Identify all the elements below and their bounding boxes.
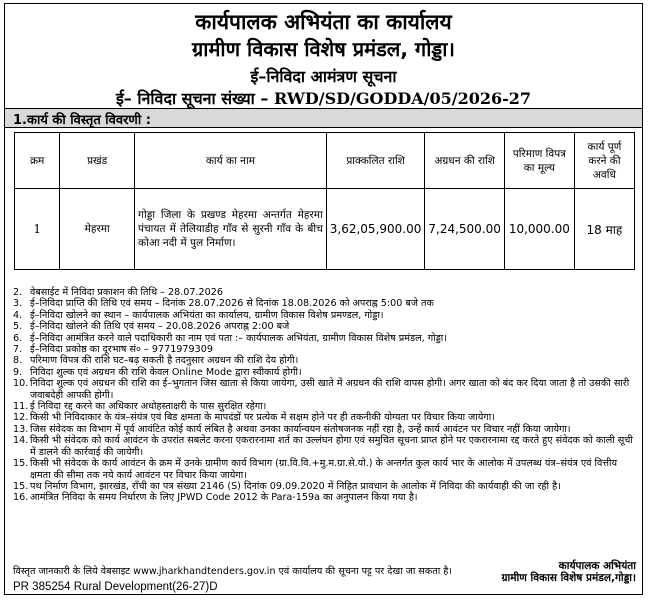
condition-text: ई–निविदा खोलने का स्थान – कार्यपालक अभियंता का कार्यालय, ग्रामीण विकास विशेष प्रमण्डल, गोड्डा। [30, 309, 384, 321]
condition-text: निविदा शुल्क एवं अग्रधन की राशि का ई–भुगतान जिस खाता से किया जायेगा, उसी खाते में अग्रधन की राशि वापस होगी। अगर खाता को बंद कर दिया जाता है तो उसकी सारी जवाबदेही आपकी होगी। [30, 378, 630, 401]
condition-item [13, 287, 638, 298]
condition-item [13, 435, 638, 458]
notice-title: ई–निविदा आमंत्रण सूचना [250, 67, 397, 86]
condition-text: निविदा शुल्क एवं अग्रधन की राशि केवल Online Mode द्वारा स्वीकार्य होगी। [30, 366, 302, 378]
condition-item [13, 412, 638, 423]
cell-boq-cost: 10,000.00 [504, 189, 574, 270]
col-header: प्राक्कलित राशि [326, 133, 425, 189]
col-header: क्रम [15, 133, 60, 189]
condition-text: ई–निविदा प्रकोष्ठ का दूरभाष सं० – 9771979309 [30, 344, 213, 356]
condition-item [13, 492, 638, 503]
section-title: 1.कार्य की विस्तृत विवरणी : [13, 113, 151, 128]
col-header: कार्य का नाम [135, 133, 327, 189]
signatory-office: ग्रामीण विकास विशेष प्रमंडल,गोड्डा। [501, 572, 636, 584]
cell-estimated-cost: 3,62,05,900.00 [326, 189, 425, 270]
condition-item [13, 367, 638, 378]
tender-notice [4, 3, 643, 595]
cell-earnest-money: 7,24,500.00 [425, 189, 505, 270]
cell-serial: 1 [15, 189, 60, 270]
notice-number-line [5, 87, 642, 109]
condition-number: 7. [13, 344, 23, 356]
signatory-title: कार्यपालक अभियंता [558, 560, 636, 572]
condition-item [13, 355, 638, 366]
condition-item [13, 310, 638, 321]
condition-number: 11. [13, 401, 29, 413]
notice-number-label: ई– निविदा सूचना संख्या – [115, 89, 274, 108]
condition-text: परिमाण विपत्र की राशि घट–बढ़ सकती है तदनुसार अग्रधन की राशि देय होगी। [30, 355, 299, 367]
condition-text: ई निविदा रद्द करने का अधिकार अधोहस्ताक्षरी के पास सुरक्षित रहेगा। [30, 401, 267, 413]
notice-number: RWD/SD/GODDA/05/2026-27 [273, 89, 532, 108]
condition-number: 4. [13, 309, 23, 321]
condition-item [13, 401, 638, 412]
condition-number: 15. [13, 458, 29, 470]
website-note: विस्तृत जानकारी के लिये वेबसाइट www.jharkhandtenders.gov.in एवं कार्यालय की सूचना पट्ट पर देखा जा सकता है। [13, 566, 452, 577]
condition-item [13, 458, 638, 481]
conditions-list [13, 287, 638, 504]
condition-item [13, 298, 638, 309]
col-header: परिमाण विपत्र का मूल्य [504, 133, 574, 189]
condition-text: किसी भी संवेदक को कार्य आवंटन के उपरांत सबलेट करना एकरारनामा शर्त का उल्लंघन होगा एवं समुचित सूचना प्राप्त होने पर एकरारनामा रद्द करते हुए संवेदक को काली सूची में डालने की कार्रवाई की जायेगी। [30, 435, 633, 458]
condition-number: 8. [13, 355, 23, 367]
condition-number: 16. [13, 492, 29, 504]
cell-duration: 18 माह [574, 189, 634, 270]
table-header-row [15, 133, 635, 189]
cell-block: मेहरमा [60, 189, 135, 270]
condition-item [13, 378, 638, 401]
condition-number: 13. [13, 423, 29, 435]
condition-item [13, 344, 638, 355]
condition-item [13, 321, 638, 332]
condition-number: 3. [13, 298, 23, 310]
condition-text: ई–निविदा खोलने की तिथि एवं समय – 20.08.2026 अपराह्न 2:00 बजे [30, 321, 290, 333]
condition-number: 15. [13, 480, 29, 492]
pr-number: PR 385254 Rural Development(26-27)D [13, 581, 218, 593]
condition-text: किसी भी निविदाकार के यंत्र–संयंत्र एवं बिड क्षमता के मापदंडों पर प्रत्येक में सक्षम होने पर ही तकनीकी योग्यता पर विचार किया जायेगा। [30, 412, 495, 424]
table-row [15, 189, 635, 270]
condition-text: जिस संवेदक का विभाग में पूर्व आवंटित कोई कार्य लंबित है अथवा उनका कार्यान्वयन संतोषजनक नहीं रहा है, उन्हें कार्य आवंटन पर विचार नहीं किया जायेगा। [30, 423, 571, 435]
condition-number: 2. [13, 287, 23, 298]
col-header: कार्य पूर्ण करने की अवधि [574, 133, 634, 189]
condition-text: पथ निर्माण विभाग, झारखंड, राँची का पत्र संख्या 2146 (S) दिनांक 09.09.2020 में निहित प्रावधान के आलोक में निविदा की कार्यवाही की जा रही है। [30, 480, 561, 492]
condition-number: 12. [13, 412, 29, 424]
condition-number: 9. [13, 366, 23, 378]
condition-text: वेबसाईट में निविदा प्रकाशन की तिथि – 28.07.2026 [30, 287, 223, 298]
condition-number: 5. [13, 321, 23, 333]
condition-item [13, 333, 638, 344]
condition-text: आमंत्रित निविदा के समय निर्धारण के लिए JPWD Code 2012 के Para-159a का अनुपालन किया गया है। [30, 492, 418, 504]
cell-work-name: गोड्डा जिला के प्रखण्ड मेहरमा अन्तर्गत मेहरमा पंचायत में तेलियाडीह गाँव से सुरनी गाँव के बीच कोआ नदी में पुल निर्माण। [135, 189, 327, 270]
division-title: ग्रामीण विकास विशेष प्रमंडल, गोड्डा। [192, 37, 455, 61]
condition-item [13, 481, 638, 492]
condition-number: 6. [13, 332, 23, 344]
condition-text: ई–निविदा प्राप्ति की तिथि एवं समय – दिनांक 28.07.2026 से दिनांक 18.08.2026 को अपराह्न 5:00 बजे तक [30, 298, 434, 310]
signature-block [502, 560, 636, 584]
condition-number: 10. [13, 378, 29, 390]
condition-item [13, 424, 638, 435]
col-header: प्रखंड [60, 133, 135, 189]
office-title: कार्यपालक अभियंता का कार्यालय [195, 10, 452, 34]
col-header: अग्रधन की राशि [425, 133, 505, 189]
work-details-table [14, 132, 635, 270]
condition-text: किसी भी संवेदक के कार्य आवंटन के क्रम में उनके ग्रामीण कार्य विभाग (ग्रा.वि.वि.+मु.म.ग्रा.से.यो.) के अन्तर्गत कुल कार्य भार के आलोक में उपलब्ध यंत्र–संयंत्र एवं वित्तीय क्षमता की सीमा तक नये कार्य आवंटन पर विचार किया जायेगा। [30, 458, 618, 481]
section-bar [5, 108, 642, 128]
condition-number: 14. [13, 435, 29, 447]
condition-text: ई–निविदा आमंत्रित करने वाले पदाधिकारी का नाम एवं पता :– कार्यपालक अभियंता, ग्रामीण विकास विशेष प्रमंडल, गोड्डा। [30, 332, 447, 344]
